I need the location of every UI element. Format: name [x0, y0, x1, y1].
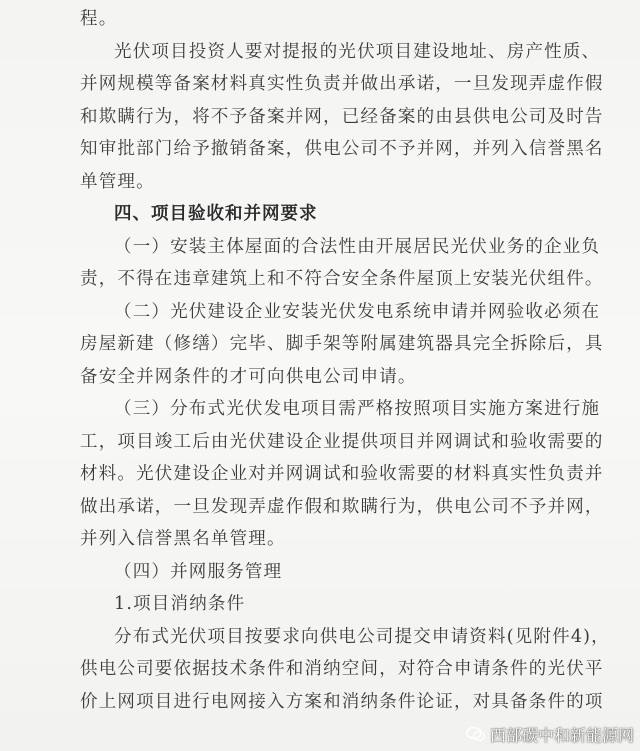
text-line: （一）安装主体屋面的合法性由开展居民光伏业务的企业负 — [114, 236, 601, 257]
text-line: 并网规模等备案材料真实性负责并做出承诺，一旦发现弄虚作假 — [80, 74, 604, 94]
text-line: 材料。光伏建设企业对并网调试和验收需要的材料真实性负责并 — [80, 464, 604, 484]
text-line: 和欺瞒行为，将不予备案并网，已经备案的由县供电公司及时告 — [80, 106, 604, 127]
text-line: 分布式光伏项目按要求向供电公司提交申请资料(见附件4)， — [114, 626, 610, 647]
text-line: 价上网项目进行电网接入方案和消纳条件论证，对具备条件的项 — [80, 691, 604, 712]
text-line: 知审批部门给予撤销备案，供电公司不予并网，并列入信誉黑名 — [80, 139, 604, 159]
text-line: （二）光伏建设企业安装光伏发电系统申请并网验收必须在 — [114, 301, 601, 322]
text-line: 责，不得在违章建筑上和不符合安全条件屋顶上安装光伏组件。 — [80, 269, 604, 289]
text-line: 做出承诺，一旦发现弄虚作假和欺瞒行为，供电公司不予并网， — [80, 496, 604, 517]
text-line: 程。 — [80, 9, 118, 29]
watermark — [466, 720, 634, 748]
watermark-text: 西部碳中和新能源网 — [490, 725, 635, 745]
wechat-icon — [466, 726, 486, 742]
subsection-heading: （四）并网服务管理 — [114, 561, 283, 582]
text-line: 单管理。 — [80, 171, 155, 192]
text-line: 并列入信誉黑名单管理。 — [80, 529, 286, 549]
section-heading: 四、项目验收和并网要求 — [114, 204, 318, 224]
text-line: 光伏项目投资人要对提报的光伏项目建设地址、房产性质、 — [114, 41, 601, 62]
text-line: （三）分布式光伏发电项目需严格按照项目实施方案进行施 — [114, 399, 601, 419]
text-line: 供电公司要依据技术条件和消纳空间，对符合申请条件的光伏平 — [80, 659, 604, 679]
text-line: 房屋新建（修缮）完毕、脚手架等附属建筑器具完全拆除后，具 — [80, 334, 604, 354]
text-line: 备安全并网条件的才可向供电公司申请。 — [80, 366, 417, 387]
subsection-heading: 1.项目消纳条件 — [114, 594, 246, 614]
text-line: 工，项目竣工后由光伏建设企业提供项目并网调试和验收需要的 — [80, 431, 604, 452]
